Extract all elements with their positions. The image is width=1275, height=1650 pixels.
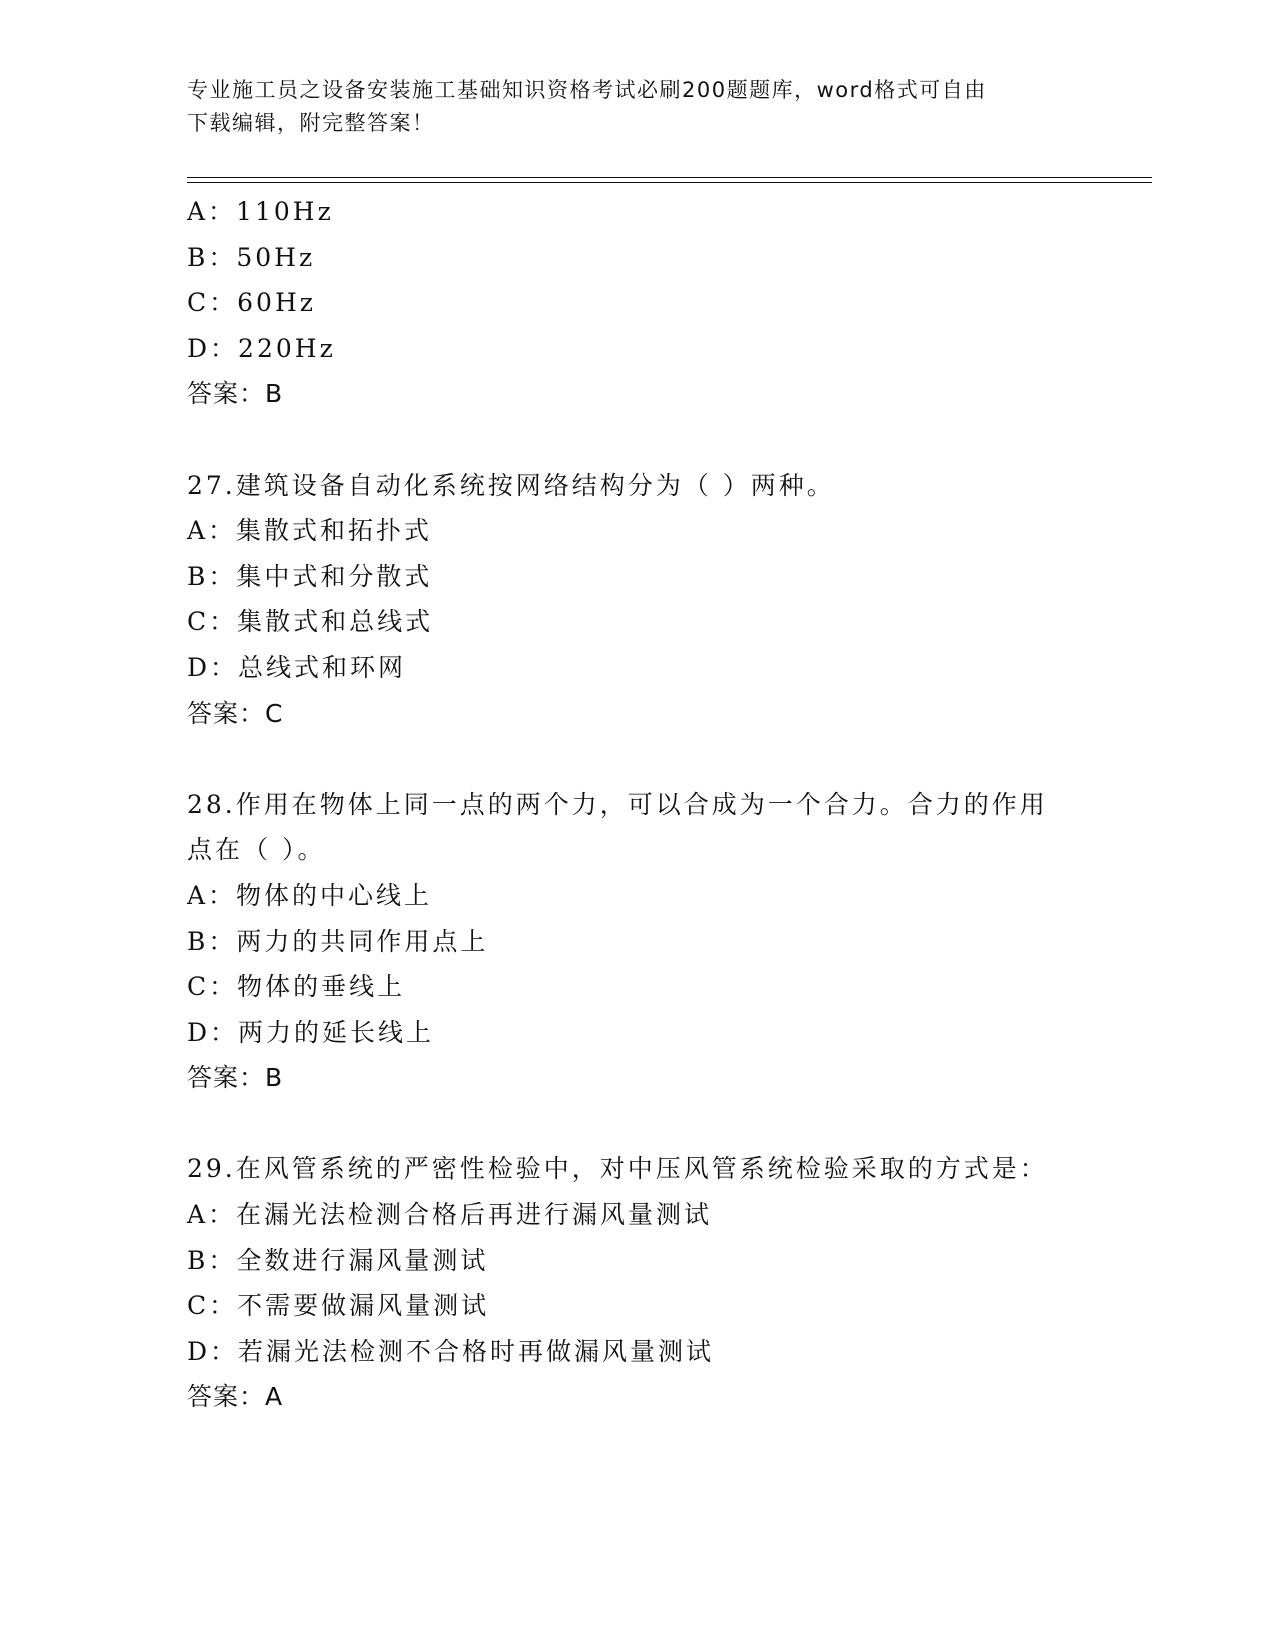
question-29 [187,1146,1147,1420]
option-c: C：60Hz [187,288,316,318]
header-divider-bottom [187,182,1152,183]
option-b: B：集中式和分散式 [187,561,433,591]
option-b: B：50Hz [187,242,316,272]
option-a: A：集散式和拓扑式 [187,516,433,546]
answer: 答案：C [187,698,284,728]
header-line-1: 专业施工员之设备安装施工基础知识资格考试必刷200题题库，word格式可自由 [187,78,987,102]
option-c: C：物体的垂线上 [187,972,406,1002]
option-b: B：全数进行漏风量测试 [187,1245,489,1275]
question-stem-continued: 点在（ ）。 [187,835,326,865]
option-c: C：不需要做漏风量测试 [187,1291,490,1321]
spacer [187,417,1147,463]
question-27 [187,463,1147,737]
option-d: D：220Hz [187,333,336,363]
question-stem: 29.在风管系统的严密性检验中，对中压风管系统检验采取的方式是： [187,1154,1048,1184]
question-28 [187,782,1147,1101]
option-a: A：110Hz [187,197,334,226]
option-a: A：在漏光法检测合格后再进行漏风量测试 [187,1200,713,1230]
spacer [187,736,1147,782]
question-stem: 28.作用在物体上同一点的两个力，可以合成为一个合力。合力的作用 [187,789,1048,819]
option-b: B：两力的共同作用点上 [187,926,489,956]
option-d: D：总线式和环网 [187,652,407,682]
option-a: A：物体的中心线上 [187,880,433,910]
question-stem: 27.建筑设备自动化系统按网络结构分为（ ）两种。 [187,470,835,500]
spacer [187,1101,1147,1147]
question-list [187,189,1147,1420]
answer: 答案：B [187,379,284,409]
question-26-continued [187,189,1147,417]
header-line-2: 下载编辑，附完整答案！ [187,111,435,135]
answer: 答案：B [187,1063,284,1093]
header-divider-top [187,177,1152,178]
option-c: C：集散式和总线式 [187,607,434,637]
document-header [187,74,1087,140]
answer: 答案：A [187,1382,284,1412]
option-d: D：若漏光法检测不合格时再做漏风量测试 [187,1336,715,1366]
option-d: D：两力的延长线上 [187,1017,435,1047]
